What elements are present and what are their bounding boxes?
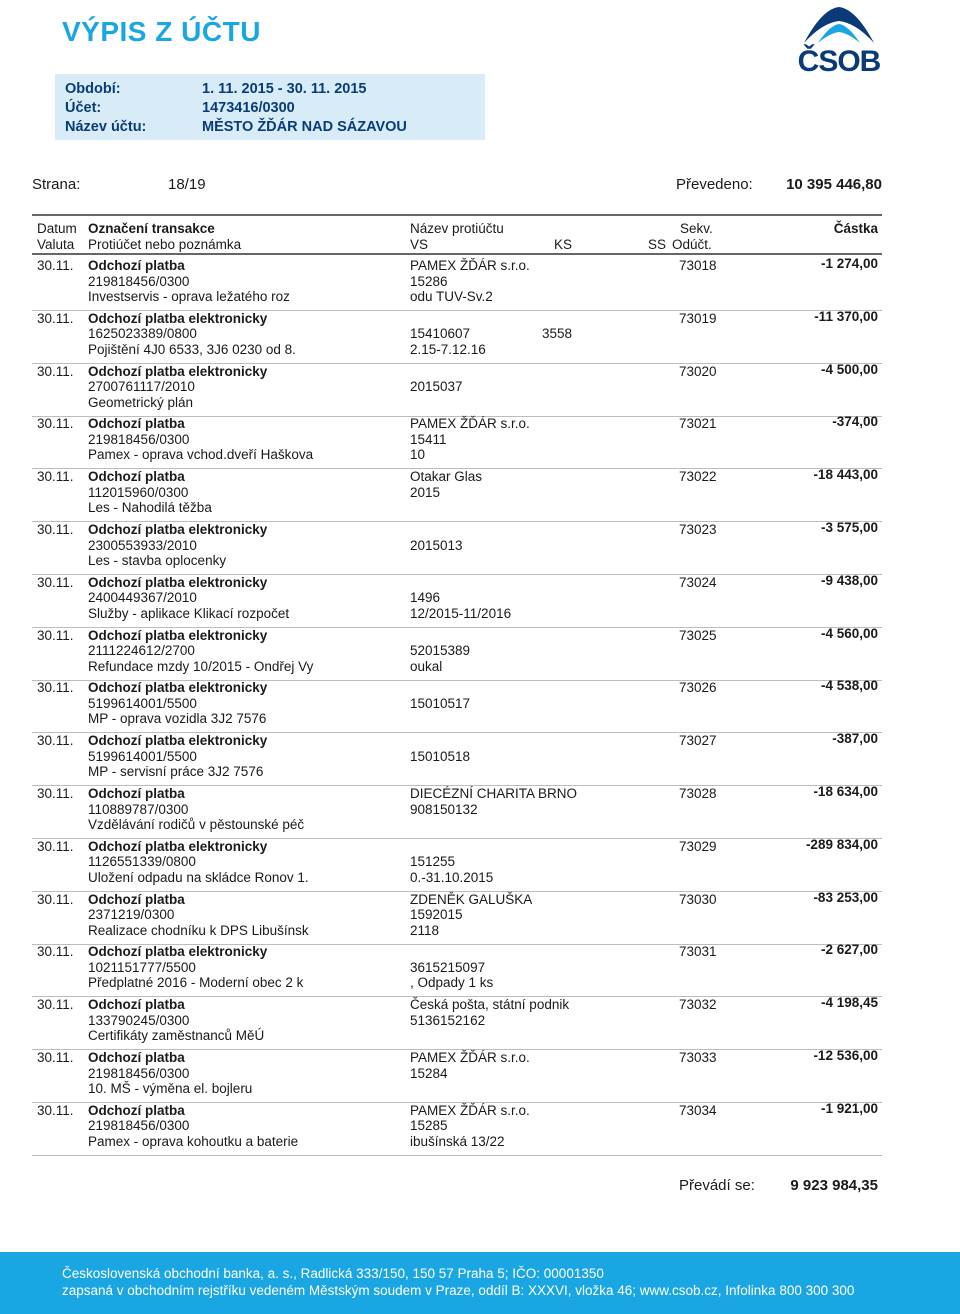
- txn-vs: 2015037: [410, 379, 463, 395]
- txn-counter-name: PAMEX ŽĎÁR s.r.o.: [410, 416, 530, 432]
- table-row: [0, 836, 960, 892]
- txn-date: 30.11.: [37, 733, 74, 749]
- col-counter-name: Název protiúčtu: [410, 221, 504, 236]
- txn-counter-name: ZDENĚK GALUŠKA: [410, 891, 533, 907]
- txn-note-continued: 2.15-7.12.16: [410, 341, 486, 357]
- txn-amount: -4 198,45: [820, 995, 878, 1011]
- txn-amount: -374,00: [832, 414, 878, 430]
- header-top-rule: [32, 214, 882, 216]
- txn-counter-name: Otakar Glas: [410, 469, 483, 485]
- txn-date: 30.11.: [37, 258, 74, 273]
- txn-vs: 15284: [410, 1065, 448, 1081]
- txn-vs: 1592015: [410, 907, 463, 923]
- document-title: VÝPIS Z ÚČTU: [62, 16, 261, 47]
- txn-amount: -83 253,00: [813, 889, 878, 905]
- txn-amount: -387,00: [832, 731, 878, 747]
- txn-vs: 15410607: [410, 326, 471, 342]
- txn-note-continued: 10: [410, 447, 426, 463]
- txn-counter-name: PAMEX ŽĎÁR s.r.o.: [410, 1102, 530, 1118]
- txn-counter-account: 2371219/0300: [88, 907, 175, 923]
- table-row: [0, 786, 960, 839]
- txn-date: 30.11.: [37, 574, 74, 590]
- txn-sequence: 73024: [679, 574, 717, 590]
- txn-vs: 15285: [410, 1118, 448, 1134]
- txn-counter-account: 5199614001/5500: [88, 695, 197, 711]
- col-amount: Částka: [833, 221, 878, 236]
- txn-note-continued: oukal: [410, 658, 443, 674]
- txn-note: MP - servisní práce 3J2 7576: [88, 764, 264, 780]
- txn-date: 30.11.: [37, 944, 74, 960]
- carried-over-label: Převedeno:: [676, 176, 753, 193]
- table-row: [0, 1100, 960, 1156]
- table-row: [0, 733, 960, 786]
- txn-amount: -1 921,00: [820, 1100, 878, 1116]
- txn-sequence: 73032: [679, 997, 717, 1013]
- txn-date: 30.11.: [37, 363, 74, 379]
- txn-counter-name: DIECÉZNÍ CHARITA BRNO: [410, 786, 578, 801]
- txn-type: Odchozí platba elektronicky: [88, 522, 268, 537]
- txn-counter-account: 133790245/0300: [88, 1012, 190, 1028]
- txn-sequence: 73029: [679, 838, 717, 854]
- table-row: [0, 416, 960, 469]
- header-bottom-rule: [32, 253, 882, 255]
- txn-type: Odchozí platba: [88, 416, 185, 432]
- txn-type: Odchozí platba elektronicky: [88, 310, 268, 326]
- col-odudct: Odúčt.: [672, 237, 712, 252]
- txn-sequence: 73021: [679, 416, 717, 432]
- txn-amount: -4 560,00: [820, 625, 878, 641]
- txn-date: 30.11.: [37, 310, 74, 326]
- txn-vs: 15411: [410, 431, 447, 447]
- txn-note: Certifikáty zaměstnanců MěÚ: [88, 1028, 265, 1044]
- txn-date: 30.11.: [37, 838, 74, 854]
- account-name-label: Název účtu:: [65, 119, 147, 135]
- txn-amount: -9 438,00: [820, 572, 878, 588]
- table-row: [0, 308, 960, 364]
- txn-amount: -18 634,00: [813, 784, 878, 799]
- table-row: [0, 944, 960, 997]
- txn-amount: -4 538,00: [820, 678, 878, 694]
- txn-counter-account: 2300553933/2010: [88, 537, 197, 553]
- carried-forward-value: 9 923 984,35: [790, 1177, 878, 1194]
- txn-sequence: 73033: [679, 1050, 717, 1065]
- txn-sequence: 73031: [679, 944, 717, 960]
- txn-sequence: 73023: [679, 522, 717, 537]
- txn-amount: -289 834,00: [805, 836, 878, 852]
- footer-line-2: zapsaná v obchodním rejstříku vedeném Městským soudem v Praze, oddíl B: XXXVI, vložka 46; www.csob.cz, Infolinka 800 300 300: [62, 1283, 855, 1298]
- txn-type: Odchozí platba: [88, 258, 185, 273]
- txn-date: 30.11.: [37, 1102, 74, 1118]
- txn-ks: 3558: [542, 326, 573, 342]
- txn-amount: -3 575,00: [820, 520, 878, 535]
- txn-note-continued: 0.-31.10.2015: [410, 869, 494, 885]
- table-row: [0, 469, 960, 522]
- col-ks: KS: [554, 237, 573, 252]
- logo-wave-icon: [792, 3, 886, 47]
- txn-sequence: 73019: [679, 310, 717, 326]
- txn-vs: 3615215097: [410, 959, 486, 975]
- txn-type: Odchozí platba elektronicky: [88, 733, 268, 749]
- txn-sequence: 73034: [679, 1102, 717, 1118]
- page-value: 18/19: [168, 176, 206, 193]
- col-date: Datum: [37, 221, 77, 236]
- account-info-box: [55, 74, 485, 140]
- txn-vs: 908150132: [410, 801, 478, 817]
- txn-vs: 52015389: [410, 643, 471, 659]
- txn-note: Vzdělávání rodičů v pěstounské péč: [88, 817, 305, 832]
- col-vs: VS: [410, 237, 429, 252]
- txn-amount: -12 536,00: [813, 1048, 878, 1063]
- txn-counter-account: 219818456/0300: [88, 1065, 190, 1081]
- txn-date: 30.11.: [37, 522, 74, 537]
- txn-sequence: 73020: [679, 363, 717, 379]
- txn-vs: 2015: [410, 484, 441, 500]
- txn-date: 30.11.: [37, 416, 74, 432]
- txn-note: MP - oprava vozidla 3J2 7576: [88, 711, 267, 727]
- txn-note-continued: 12/2015-11/2016: [410, 605, 512, 621]
- txn-note: Pojištění 4J0 6533, 3J6 0230 od 8.: [88, 341, 296, 357]
- txn-vs: 15010518: [410, 748, 471, 764]
- txn-date: 30.11.: [37, 1050, 74, 1065]
- table-row: [0, 997, 960, 1050]
- table-row: [0, 680, 960, 733]
- txn-note: Geometrický plán: [88, 394, 194, 410]
- txn-counter-account: 219818456/0300: [88, 431, 190, 447]
- txn-note: Realizace chodníku k DPS Libušínsk: [88, 922, 309, 938]
- txn-note: Uložení odpadu na skládce Ronov 1.: [88, 869, 309, 885]
- txn-type: Odchozí platba elektronicky: [88, 944, 268, 960]
- txn-counter-account: 2111224612/2700: [88, 643, 195, 659]
- txn-vs: 1496: [410, 590, 441, 606]
- txn-note-continued: ibušínská 13/22: [410, 1133, 505, 1149]
- txn-counter-account: 1625023389/0800: [88, 326, 197, 342]
- txn-amount: -18 443,00: [813, 467, 878, 483]
- txn-type: Odchozí platba: [88, 997, 185, 1013]
- txn-type: Odchozí platba elektronicky: [88, 627, 268, 643]
- txn-vs: 2015013: [410, 537, 463, 553]
- txn-type: Odchozí platba elektronicky: [88, 574, 268, 590]
- txn-counter-name: Česká pošta, státní podnik: [410, 997, 570, 1013]
- txn-counter-account: 5199614001/5500: [88, 748, 197, 764]
- txn-vs: 151255: [410, 854, 456, 870]
- txn-note: Les - stavba oplocenky: [88, 553, 227, 568]
- txn-note: Služby - aplikace Klikací rozpočet: [88, 605, 290, 621]
- col-value-date: Valuta: [37, 237, 75, 252]
- txn-amount: -2 627,00: [820, 942, 878, 958]
- table-row: [0, 625, 960, 681]
- txn-counter-account: 2400449367/2010: [88, 590, 197, 606]
- txn-amount: -1 274,00: [820, 256, 878, 271]
- page-label: Strana:: [32, 176, 81, 193]
- txn-sequence: 73018: [679, 258, 717, 273]
- txn-counter-account: 219818456/0300: [88, 1118, 190, 1134]
- col-designation: Označení transakce: [88, 221, 215, 236]
- col-ss: SS: [648, 237, 667, 252]
- account-name-value: MĚSTO ŽĎÁR NAD SÁZAVOU: [202, 119, 407, 135]
- txn-date: 30.11.: [37, 469, 74, 485]
- logo-wordmark: ČSOB: [797, 45, 881, 78]
- table-row: [0, 889, 960, 945]
- row-separator: [32, 1155, 882, 1156]
- txn-note: Pamex - oprava kohoutku a baterie: [88, 1133, 299, 1149]
- txn-counter-account: 2700761117/2010: [88, 379, 195, 395]
- txn-vs: 5136152162: [410, 1012, 486, 1028]
- txn-vs: 15010517: [410, 695, 471, 711]
- txn-sequence: 73028: [679, 786, 717, 801]
- txn-sequence: 73022: [679, 469, 717, 485]
- txn-type: Odchozí platba elektronicky: [88, 363, 268, 379]
- txn-counter-account: 1021151777/5500: [88, 959, 196, 975]
- txn-type: Odchozí platba: [88, 469, 185, 485]
- txn-date: 30.11.: [37, 680, 74, 696]
- account-label: Účet:: [65, 100, 102, 116]
- txn-counter-account: 1126551339/0800: [88, 854, 196, 870]
- period-label: Období:: [65, 81, 121, 97]
- txn-sequence: 73030: [679, 891, 717, 907]
- txn-date: 30.11.: [37, 997, 74, 1013]
- txn-sequence: 73027: [679, 733, 717, 749]
- bank-footer: [0, 1252, 960, 1314]
- txn-note: Les - Nahodilá těžba: [88, 500, 212, 516]
- txn-sequence: 73025: [679, 627, 717, 643]
- table-row: [0, 258, 960, 311]
- table-row: [0, 522, 960, 575]
- txn-note: 10. MŠ - výměna el. bojleru: [88, 1081, 253, 1096]
- csob-logo: [792, 3, 886, 77]
- period-value: 1. 11. 2015 - 30. 11. 2015: [202, 81, 367, 97]
- txn-amount: -4 500,00: [820, 361, 878, 377]
- txn-amount: -11 370,00: [814, 308, 878, 324]
- col-sekv: Sekv.: [680, 221, 713, 236]
- col-counter-account: Protiúčet nebo poznámka: [88, 237, 242, 252]
- table-row: [0, 361, 960, 417]
- txn-sequence: 73026: [679, 680, 717, 696]
- carried-over-value: 10 395 446,80: [786, 176, 882, 193]
- txn-counter-name: PAMEX ŽĎÁR s.r.o.: [410, 1050, 530, 1065]
- txn-type: Odchozí platba: [88, 1102, 185, 1118]
- txn-note: Refundace mzdy 10/2015 - Ondřej Vy: [88, 658, 314, 674]
- txn-note: Investservis - oprava ležatého roz: [88, 289, 290, 304]
- txn-type: Odchozí platba: [88, 786, 185, 801]
- txn-type: Odchozí platba: [88, 891, 185, 907]
- txn-counter-account: 219818456/0300: [88, 273, 190, 289]
- txn-note: Pamex - oprava vchod.dveří Haškova: [88, 447, 314, 463]
- account-value: 1473416/0300: [202, 100, 295, 116]
- txn-note-continued: odu TUV-Sv.2: [410, 289, 493, 304]
- carried-forward-label: Převádí se:: [679, 1177, 755, 1194]
- txn-counter-account: 112015960/0300: [88, 484, 189, 500]
- txn-type: Odchozí platba elektronicky: [88, 838, 268, 854]
- txn-date: 30.11.: [37, 786, 74, 801]
- txn-date: 30.11.: [37, 627, 74, 643]
- txn-type: Odchozí platba: [88, 1050, 185, 1065]
- txn-type: Odchozí platba elektronicky: [88, 680, 268, 696]
- txn-date: 30.11.: [37, 891, 74, 907]
- txn-counter-name: PAMEX ŽĎÁR s.r.o.: [410, 258, 530, 273]
- txn-note-continued: , Odpady 1 ks: [410, 975, 494, 991]
- table-row: [0, 572, 960, 628]
- table-row: [0, 1050, 960, 1103]
- txn-note-continued: 2118: [410, 922, 440, 938]
- txn-note: Předplatné 2016 - Moderní obec 2 k: [88, 975, 304, 991]
- txn-vs: 15286: [410, 273, 448, 289]
- txn-counter-account: 110889787/0300: [88, 801, 189, 817]
- footer-line-1: Československá obchodní banka, a. s., Radlická 333/150, 150 57 Praha 5; IČO: 00001350: [62, 1266, 604, 1281]
